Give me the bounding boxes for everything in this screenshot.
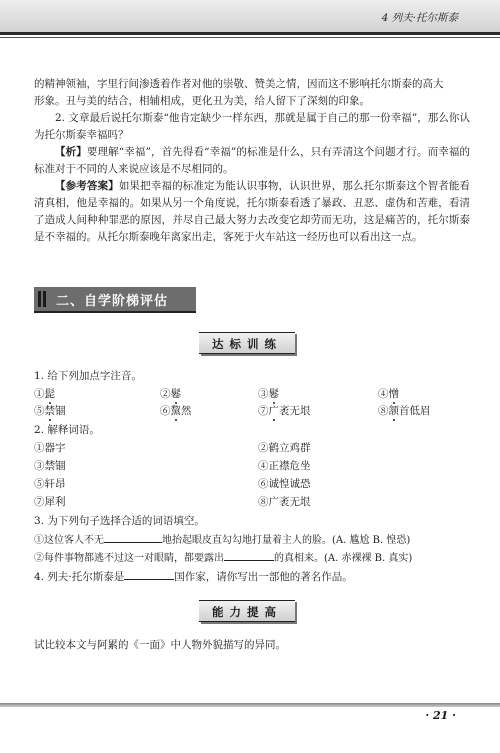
section-title: 二、自学阶梯评估: [56, 294, 169, 309]
analysis-paragraph: [34, 144, 470, 178]
subsection-standard-training: [199, 332, 295, 354]
ex2-item-3: ③禁锢: [34, 460, 66, 472]
running-title: 4 列夫·托尔斯泰: [381, 12, 458, 24]
exercise-1-prompt: 1. 给下列加点字注音。: [34, 370, 142, 382]
analysis-tag: 【析】: [55, 146, 87, 158]
ability-question: 试比较本文与阿累的《一面》中人物外貌描写的异同。: [34, 639, 286, 651]
subsection-title: 能力提高: [212, 605, 282, 619]
footer-rule: [0, 703, 500, 707]
ex2-item-1: ①器宇: [34, 442, 66, 454]
ex2-item-7: ⑦犀利: [34, 496, 66, 508]
answer-tag: 【参考答案】: [55, 180, 119, 192]
page-header: [0, 0, 500, 40]
header-rule: [0, 32, 500, 35]
ex1-item-7: ⑦广袤无垠: [258, 405, 311, 417]
ex1-item-5: ⑤禁锢: [34, 405, 66, 417]
ex1-item-2: ②鬈: [160, 388, 181, 400]
ex1-item-4: ④憎: [378, 388, 399, 400]
blank-field[interactable]: [104, 531, 162, 543]
blank-field[interactable]: [224, 549, 274, 561]
ex3-sentence-2: ②每件事物都逃不过这一对眼睛，都要露出 的真相来。(A. 赤裸裸 B. 真实): [34, 549, 412, 567]
ex1-item-3: ③鬈: [258, 388, 279, 400]
exercise-2-prompt: 2. 解释词语。: [34, 424, 100, 436]
ex1-item-6: ⑥黧然: [160, 405, 192, 417]
question-2: 2. 文章最后说托尔斯泰“他肯定缺少一样东西，那就是属于自己的那一份幸福”，那么你认为托尔斯泰幸福吗？: [34, 112, 470, 141]
section-header: [34, 287, 196, 313]
answer-paragraph: [34, 178, 470, 246]
subsection-title: 达标训练: [212, 337, 282, 351]
ex1-item-1: ①髭: [34, 388, 55, 400]
analysis-text: 要理解“幸福”，首先得看“幸福”的标准是什么，只有弄清这个问题才行。而幸福的标准对于不同的人来说应该是不尽相同的。: [34, 146, 471, 175]
ex2-item-4: ④正襟危坐: [258, 460, 311, 472]
exercise-3-prompt: 3. 为下列句子选择合适的词语填空。: [34, 515, 205, 527]
ex2-item-6: ⑥诚惶诚恐: [258, 478, 311, 490]
header-rule-thin: [0, 37, 500, 38]
page-number: · 21 ·: [425, 709, 456, 722]
intro-line-2: 形象。丑与美的结合，相辅相成，更化丑为美，给人留下了深刻的印象。: [34, 95, 370, 107]
page-footer: [0, 703, 500, 753]
ex2-item-5: ⑤轩昂: [34, 478, 66, 490]
subsection-ability: [199, 600, 295, 622]
section-bars-icon: [38, 291, 50, 307]
ex1-item-8: ⑧颔首低眉: [378, 405, 431, 417]
answer-text: 如果把幸福的标准定为能认识事物，认识世界，那么托尔斯泰这个智者能看清真相，他是幸福的。如果从另一个角度说，托尔斯泰看透了暴政、丑恶、虚伪和苦难，看清了造成人间种种罪恶的原因，并尽自己最大努力去改变它却劳而无功，这是痛苦的，托尔斯泰是不幸福的。从托尔斯泰晚年离家出走，客死于火车站这一经历也可以看出这一点。: [34, 180, 471, 243]
intro-block: [34, 76, 470, 246]
ex2-item-8: ⑧广袤无垠: [258, 496, 311, 508]
ex3-sentence-1: ①这位客人不无 地抬起眼皮直勾勾地打量着主人的脸。(A. 尴尬 B. 惶恐): [34, 531, 410, 549]
exercise-4: 4. 列夫·托尔斯泰是 国作家，请你写出一部他的著名作品。: [34, 568, 353, 585]
intro-line-1: 的精神领袖，字里行间渗透着作者对他的崇敬、赞美之情，因而这不影响托尔斯泰的高大: [34, 78, 444, 90]
ex2-item-2: ②鹤立鸡群: [258, 442, 311, 454]
blank-field[interactable]: [124, 568, 174, 580]
